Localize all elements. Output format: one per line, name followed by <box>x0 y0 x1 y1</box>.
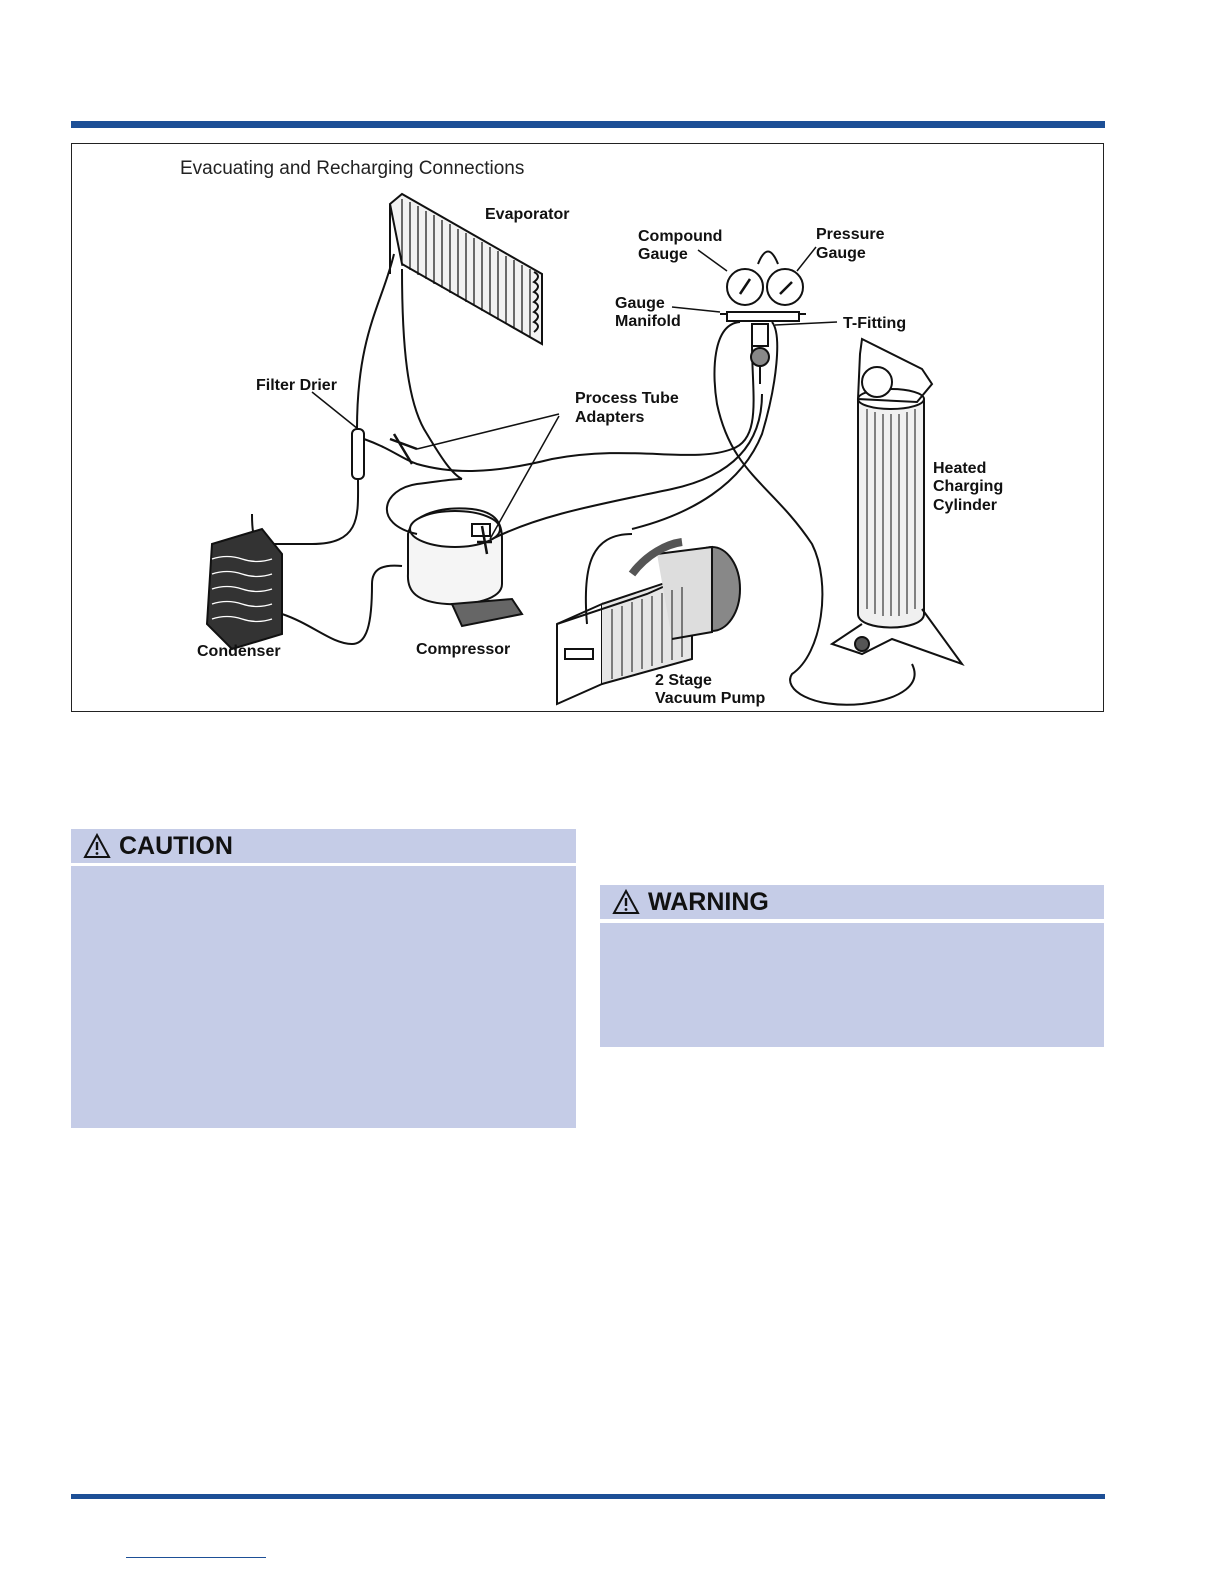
diagram-figure <box>71 143 1104 712</box>
label-process-tube-1: Process Tube <box>575 390 679 407</box>
refrigeration-diagram <box>72 144 1103 711</box>
label-compound-gauge-1: Compound <box>638 228 723 245</box>
label-heated-3: Cylinder <box>933 497 998 514</box>
caution-body <box>71 866 576 1128</box>
label-vacuum-pump-2: Vacuum Pump <box>655 690 766 707</box>
warning-triangle-icon <box>83 833 111 859</box>
label-process-tube-2: Adapters <box>575 409 645 426</box>
top-rule <box>71 121 1105 128</box>
label-compressor: Compressor <box>416 641 511 658</box>
label-pressure-gauge-1: Pressure <box>816 226 885 243</box>
label-evaporator: Evaporator <box>485 206 570 223</box>
label-condenser: Condenser <box>197 643 281 660</box>
label-filter-drier: Filter Drier <box>256 377 337 394</box>
bottom-rule <box>71 1494 1105 1499</box>
condenser-coil <box>207 529 402 649</box>
label-heated-1: Heated <box>933 460 987 477</box>
warning-body <box>600 923 1104 1047</box>
label-gauge-manifold-1: Gauge <box>615 295 665 312</box>
figure-title: Evacuating and Recharging Connections <box>180 158 525 179</box>
suction-line <box>357 254 394 429</box>
vacuum-pump <box>557 534 740 704</box>
label-heated-2: Charging <box>933 478 1004 495</box>
caution-heading: CAUTION <box>119 831 233 860</box>
filter-drier <box>352 429 364 479</box>
caution-header <box>71 829 576 863</box>
label-pressure-gauge-2: Gauge <box>816 245 866 262</box>
footer-underline <box>126 1557 266 1558</box>
label-gauge-manifold-2: Manifold <box>615 313 681 330</box>
label-compound-gauge-2: Gauge <box>638 246 688 263</box>
label-t-fitting: T-Fitting <box>843 315 907 332</box>
label-vacuum-pump-1: 2 Stage <box>655 672 712 689</box>
warning-header <box>600 885 1104 919</box>
warning-heading: WARNING <box>648 887 769 916</box>
warning-triangle-icon <box>612 889 640 915</box>
